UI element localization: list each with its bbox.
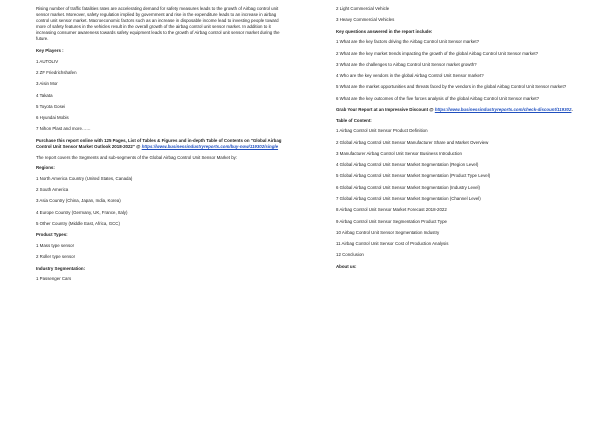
list-item: 7 Nihon Plast and more…… [36, 126, 91, 132]
list-item: 2 What are the key market trends impacting the growth of the global Airbag Control Unit Sensor market? [336, 50, 539, 56]
list-item: 5 Other Country (Middle East, Africa, GCC) [36, 221, 120, 226]
list-item: 2 Roller type sensor [36, 254, 76, 260]
product-types-list [36, 243, 288, 260]
list-item: 6 What are the key outcomes of the five forces analysis of the global Airbag Control Unit Sensor market? [336, 95, 540, 101]
list-item: 5 Toyota Gosei [36, 103, 66, 109]
discount-paragraph [336, 107, 588, 113]
product-types-heading: Product Types: [36, 232, 68, 238]
regions-heading: Regions: [36, 165, 55, 171]
list-item: 4 Takata [36, 92, 53, 98]
toc-list [336, 128, 588, 258]
discount-suffix: . [571, 106, 573, 112]
segments-paragraph: The report covers the Segments and sub-segments of the Global Airbag Control Unit Sensor Market by: [36, 154, 238, 160]
questions-list [336, 39, 588, 102]
toc-item: 5 Global Airbag Control Unit Sensor Market Segmentation (Product Type Level) [336, 173, 491, 179]
discount-link[interactable]: https://www.businessindustryreports.com/check-discount/119302 [434, 106, 572, 112]
list-item: 2 Light Commercial Vehicle [336, 6, 390, 11]
key-players-list [36, 59, 288, 133]
list-item: 6 Hyundai Mobis [36, 115, 69, 121]
list-item: 2 South America [36, 187, 69, 193]
purchase-link[interactable]: https://www.businessindustryreports.com/buy-now/119302/single [141, 143, 279, 149]
toc-item: 7 Global Airbag Control Unit Sensor Market Segmentation (Channel Level) [336, 196, 481, 201]
toc-item: 4 Global Airbag Control Unit Sensor Market Segmentation (Region Level) [336, 162, 479, 168]
right-column [336, 6, 588, 274]
key-players-heading: Key Players : [36, 48, 64, 54]
list-item: 3 Heavy Commercial Vehicles [336, 17, 395, 23]
list-item: 3 Asia Country (China, Japan, India, Korea) [36, 198, 121, 204]
industry-heading: Industry Segmentation: [36, 265, 86, 271]
toc-item: 1 Airbag Control Unit Sensor Product Definition [336, 128, 428, 134]
toc-item: 3 Manufacturer Airbag Control Unit Sensor Business Introduction [336, 150, 462, 156]
list-item: 5 What are the market opportunities and threats faced by the vendors in the global Airbag Control Unit Sensor market? [336, 84, 567, 90]
toc-item: 2 Global Airbag Control Unit Sensor Manufacturer Share and Market Overview [336, 139, 489, 145]
purchase-text: Purchase this report online with 125 Pages, List of Tables & Figures and in-depth Table of Contents on "Global Airbag Control Unit Sensor Market Outlook 2018-2022" @ [36, 137, 282, 149]
toc-item: 6 Global Airbag Control Unit Sensor Market Segmentation (Industry Level) [336, 184, 480, 190]
list-item: 4 Who are the key vendors in the global Airbag Control Unit Sensor market? [336, 73, 484, 79]
industry-list-continued [336, 6, 588, 23]
toc-heading: Table of Content: [336, 117, 372, 123]
list-item: 1 Passenger Cars [36, 276, 72, 282]
purchase-paragraph [36, 138, 288, 150]
questions-heading: Key questions answered in the report include: [336, 28, 433, 34]
toc-item: 8 Airbag Control Unit Sensor Market Forecast 2018-2022 [336, 207, 447, 213]
industry-list [36, 276, 288, 282]
about-heading: About us: [336, 263, 357, 269]
list-item: 1 What are the key factors driving the Airbag Control Unit Sensor market? [336, 39, 480, 45]
left-column [36, 6, 288, 288]
regions-list [36, 176, 288, 227]
list-item: 3 Aisin Mor [36, 81, 58, 87]
list-item: 1 Mass type sensor [36, 242, 75, 248]
discount-text: Grab Your Report at an Impressive Discount @ [336, 106, 434, 112]
toc-item: 12 Conclusion [336, 252, 364, 258]
list-item: 1 AUTOLIV [36, 58, 59, 64]
toc-item: 10 Airbag Control Unit Sensor Segmentation Industry [336, 229, 440, 235]
list-item: 4 Europe Country (Germany, UK, France, Italy) [36, 209, 128, 215]
list-item: 1 North America Country (United States, Canada) [36, 175, 133, 181]
toc-item: 11 Airbag Control Unit Sensor Cost of Production Analysis [336, 241, 449, 247]
toc-item: 9 Airbag Control Unit Sensor Segmentation Product Type [336, 218, 447, 224]
list-item: 3 What are the challenges to Airbag Control Unit Sensor market growth? [336, 61, 477, 67]
intro-paragraph: Rising number of traffic fatalities rates are accelerating demand for safety measures leads to the growth of Airbag control unit sensor market. Moreover, safety regulation implied by government and rise in the expenditure leads to an increase in airbag control unit sensor market. Macroeconomic factors such as an increase in disposable income lead to investing people toward more of safety features in the vehicles result in the overall growth of the airbag control unit sensor market. In addition to it increasing consumer awareness towards safety equipment leads to the growth of Airbag control unit sensor market during the future. [36, 6, 280, 42]
list-item: 2 ZF Friedrichshafen [36, 70, 77, 76]
